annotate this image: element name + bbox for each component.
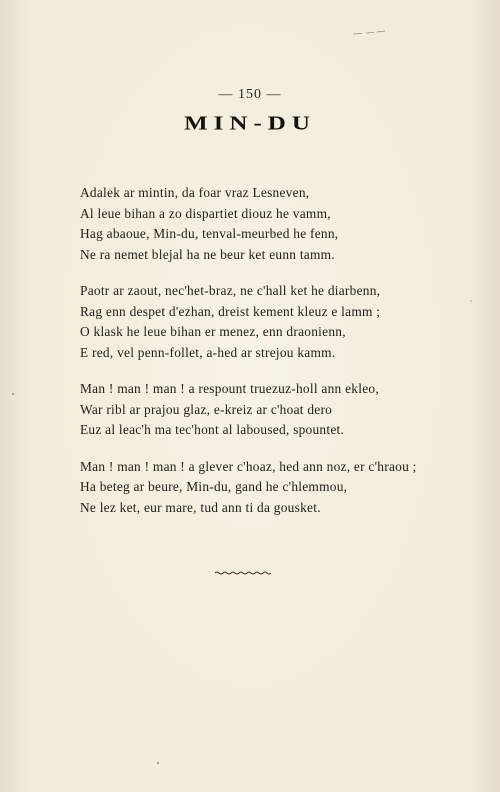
poem-body: [80, 183, 470, 534]
paper-speck: [12, 393, 14, 395]
poem-line: Ne lez ket, eur mare, tud ann ti da gousket.: [80, 499, 321, 515]
end-ornament: [214, 570, 274, 576]
paper-speck: [157, 762, 159, 764]
poem-line: E red, vel penn-follet, a-hed ar strejou kamm.: [80, 344, 336, 360]
poem-title: MIN-DU: [184, 113, 316, 135]
pencil-mark: [352, 30, 386, 36]
poem-line: Ha beteg ar beure, Min-du, gand he c'hlemmou,: [80, 479, 348, 494]
poem-line: Ne ra nemet blejal ha ne beur ket eunn tamm.: [80, 246, 335, 262]
stanza-1: [80, 183, 470, 265]
poem-line: Paotr ar zaout, nec'het-braz, ne c'hall ket he diarbenn,: [80, 283, 381, 298]
stanza-2: [80, 281, 470, 363]
poem-line: Al leue bihan a zo dispartiet diouz he vamm,: [80, 205, 331, 221]
poem-line: Hag abaoue, Min-du, tenval-meurbed he fenn,: [80, 226, 339, 241]
page-number: — 150 —: [218, 87, 282, 102]
poem-line: Adalek ar mintin, da foar vraz Lesneven,: [80, 185, 310, 200]
poem-line: Man ! man ! man ! a respount truezuz-holl ann ekleo,: [80, 381, 379, 396]
stanza-3: [80, 379, 470, 441]
paper-speck: [470, 300, 472, 302]
stanza-4: [80, 457, 470, 519]
poem-line: War ribl ar prajou glaz, e-kreiz ar c'hoat dero: [80, 401, 333, 417]
poem-line: Man ! man ! man ! a glever c'hoaz, hed ann noz, er c'hraou ;: [80, 458, 417, 474]
poem-line: Euz al leac'h ma tec'hont al laboused, spountet.: [80, 422, 345, 437]
poem-line: Rag enn despet d'ezhan, dreist kement kleuz e lamm ;: [80, 303, 381, 319]
poem-line: O klask he leue bihan er menez, enn draonienn,: [80, 324, 346, 339]
